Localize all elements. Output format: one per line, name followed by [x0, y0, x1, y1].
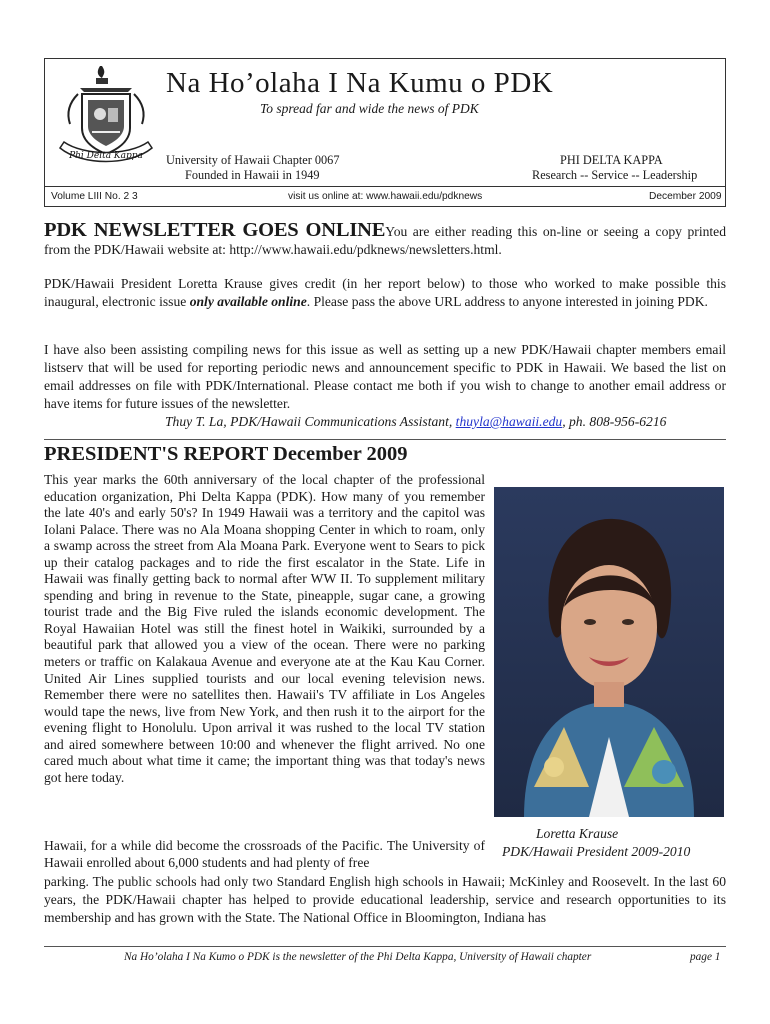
- article-headline: PDK NEWSLETTER GOES ONLINE: [44, 219, 386, 241]
- report-full-width-paragraph: parking. The public schools had only two Standard English high schools in Hawaii; McKinley and Roosevelt. In the last 60 years, the PDK/Hawaii chapter has helped to provide educational leadership, service and research opportunities to its membership and has grown with the State. The National Office in Bloomington, Indiana has: [44, 874, 726, 925]
- article-signature: Thuy T. La, PDK/Hawaii Communications Assistant, thuyla@hawaii.edu, ph. 808-956-6216: [165, 414, 667, 429]
- section-divider: [44, 439, 726, 440]
- newsletter-tagline: To spread far and wide the news of PDK: [260, 101, 479, 116]
- report-headline: PRESIDENT'S REPORT December 2009: [44, 443, 408, 465]
- website-line: visit us online at: www.hawaii.edu/pdknews: [288, 191, 483, 202]
- article-newsletter-online-intro: [44, 221, 726, 259]
- footer-divider: [44, 946, 726, 947]
- emphasis-online-only: only available online: [189, 294, 307, 310]
- issue-date: December 2009: [649, 191, 722, 202]
- article-paragraph-listserv: I have also been assisting compiling news for this issue as well as setting up a new PDK/Hawaii chapter members email listserv that will be used for reporting periodic news and announcement specific to PDK in Hawaii. We based the list on email addresses on file with PDK/International. Please contact me both if you wish to change to another email address or have items for future issues of the newsletter.: [44, 342, 726, 412]
- founded-line: Founded in Hawaii in 1949: [185, 168, 320, 182]
- newsletter-title: Na Ho’olaha I Na Kumu o PDK: [166, 67, 554, 99]
- report-column-paragraph-2: Hawaii, for a while did become the crossroads of the Pacific. The University of Hawaii enrolled about 6,000 students and had plenty of free: [44, 838, 485, 870]
- president-photo: [494, 487, 724, 817]
- intro-text: You are either reading this on-line or seeing a copy printed from the PDK/Hawaii website at: http://www.hawaii.edu/pdknews/newsletters.html.: [44, 224, 727, 258]
- email-link[interactable]: thuyla@hawaii.edu: [455, 414, 563, 429]
- masthead-divider: [44, 186, 726, 187]
- page-number: page 1: [690, 951, 721, 963]
- chapter-name: University of Hawaii Chapter 0067: [166, 153, 340, 167]
- seal-banner-text: Phi Delta Kappa: [69, 151, 143, 161]
- article-paragraph-credit: PDK/Hawaii President Loretta Krause gives credit (in her report below) to those who worked to make possible this inaugural, electronic issue only available online. Please pass the above URL address to anyone interested in joining PDK.: [44, 276, 726, 310]
- photo-caption-name: Loretta Krause: [536, 826, 619, 841]
- org-name: PHI DELTA KAPPA: [560, 153, 663, 167]
- volume-number: Volume LIII No. 2 3: [51, 191, 138, 202]
- org-motto: Research -- Service -- Leadership: [532, 168, 698, 182]
- footer-text: Na Ho’olaha I Na Kumo o PDK is the newsletter of the Phi Delta Kappa, University of Hawaii chapter: [124, 951, 592, 963]
- photo-caption-title: PDK/Hawaii President 2009-2010: [502, 844, 691, 859]
- pdk-seal-logo: [52, 62, 160, 174]
- report-column-paragraph: This year marks the 60th anniversary of the local chapter of the professional education organization, Phi Delta Kappa (PDK). How many of you remember the late 40's and early 50's? In 1949 Hawaii was a territory and the capitol was Iolani Palace. There was no Ala Moana shopping Center in which to roam, only a swamp across the street from Ala Moana Park. Everyone went to Sears to pick up their catalog packages and to ride the first escalator in the State. Life in Hawaii was finally getting back to normal after WW II. To supplement military spending and bring in revenue to the State, pineapple, sugar cane, a growing tourist trade and the Big Five ruled the islands economic development. The Royal Hawaiian Hotel was still the finest hotel in Waikiki, surrounded by a beautiful park that allowed you a view of the ocean. There were no parking meters or traffic on Kalakaua Avenue and everyone ate at the Kau Kau Corner. United Air Lines supplied tourists and our local evening television news. Remember there were no satellites then. Hawaii's TV affiliate in Los Angeles would tape the news, live from New York, and then rush it to the airport for the evening flight to Honolulu. Upon arrival it was rushed to the local TV station and aired somewhere between 10:00 and whenever the flight arrived. No one cared much about what time it came; the important thing was that today's news got here today.: [44, 472, 485, 785]
